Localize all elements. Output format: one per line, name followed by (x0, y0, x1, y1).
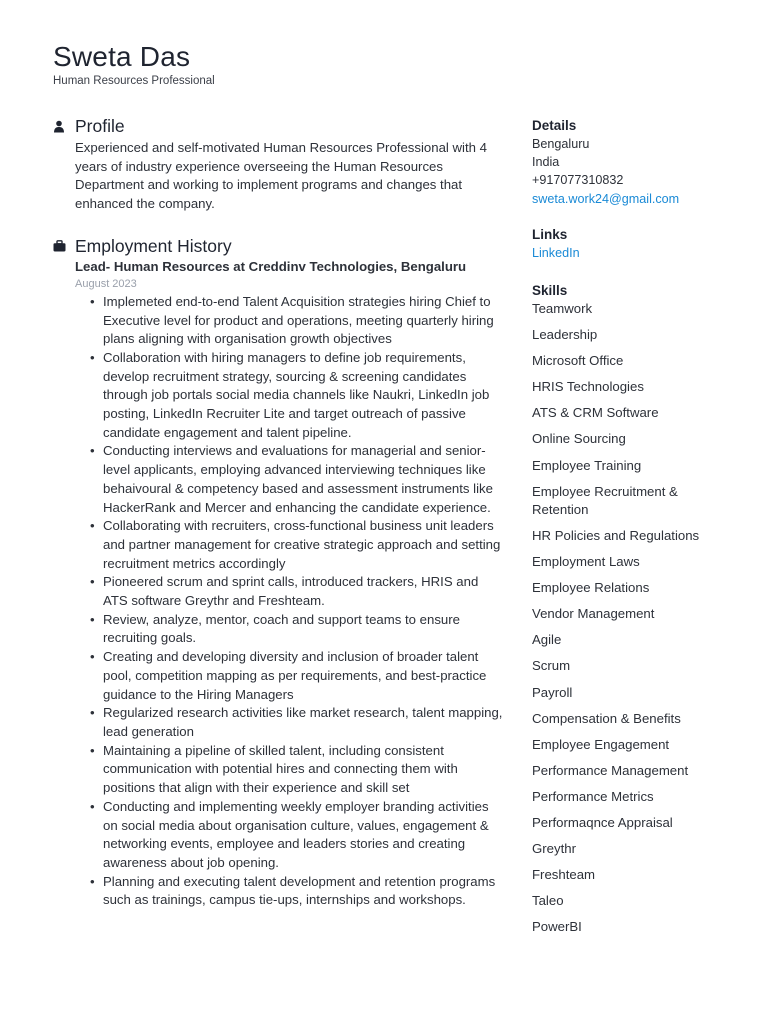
resume-header (53, 40, 215, 88)
skill-item: Employment Laws (532, 554, 640, 570)
details-phone: +917077310832 (532, 173, 624, 188)
skill-item: Performance Metrics (532, 788, 654, 804)
responsibility-item: • Collaborating with recruiters, cross-functional business unit leaders and partner management for creative strategic approach and setting recruitment metrics accordingly (103, 517, 503, 573)
responsibility-item: • Review, analyze, mentor, coach and support teams to ensure recruiting goals. (103, 611, 503, 648)
links-heading: Links (532, 226, 568, 242)
profile-section (53, 114, 503, 214)
skill-item: Online Sourcing (532, 431, 626, 447)
responsibility-item: • Regularized research activities like market research, talent mapping, lead generation (103, 704, 503, 741)
skills-heading: Skills (532, 283, 568, 299)
job-responsibilities (53, 293, 503, 910)
linkedin-link[interactable]: LinkedIn (532, 245, 580, 260)
main-column (53, 114, 503, 910)
details-city: Bengaluru (532, 137, 590, 151)
candidate-subtitle: Human Resources Professional (53, 75, 215, 87)
skill-item: Performaqnce Appraisal (532, 815, 673, 830)
sidebar (532, 117, 732, 944)
details-section (532, 117, 732, 208)
skill-item: PowerBI (532, 919, 582, 935)
skill-item: Payroll (532, 684, 573, 700)
skill-item: Scrum (532, 658, 571, 674)
skill-item: Employee Engagement (532, 736, 670, 752)
job-date: August 2023 (75, 277, 137, 290)
skill-item: Compensation & Benefits (532, 710, 681, 726)
briefcase-icon (53, 240, 75, 252)
profile-summary: Experienced and self-motivated Human Resources Professional with 4 years of industry experience overseeing the Human Resources Department and working to implement programs and changes that enhanced the company. (75, 140, 487, 212)
responsibility-item: • Creating and developing diversity and inclusion of broader talent pool, competition mapping as per requirements, and best-practice guidance to the Hiring Managers (103, 648, 503, 704)
responsibility-item: • Pioneered scrum and sprint calls, introduced trackers, HRIS and ATS software Greythr and Freshteam. (103, 573, 503, 610)
skill-item: Microsoft Office (532, 353, 624, 369)
skill-item: Leadership (532, 327, 598, 343)
skill-item: Taleo (532, 893, 564, 909)
skill-item: Greythr (532, 841, 576, 857)
skill-item: Employee Recruitment & Retention (532, 483, 678, 517)
skill-item: Employee Relations (532, 580, 650, 596)
responsibility-item: • Planning and executing talent development and retention programs such as trainings, campus tie-ups, internships and workshops. (103, 873, 503, 910)
person-icon (53, 120, 75, 133)
email-link[interactable]: sweta.work24@gmail.com (532, 191, 680, 206)
responsibility-item: • Collaboration with hiring managers to define job requirements, develop recruitment strategy, sourcing & screening candidates through job portals social media channels like Naukri, LinkedIn job posting, LinkedIn Recruiter Lite and target outreach of passive candidate engagement and talent pipeline. (103, 349, 503, 443)
responsibility-item: • Conducting interviews and evaluations for managerial and senior-level applicants, employing advanced interviewing techniques like behaivoural & competency based and assessment instruments like HackerRank and Mercer and enhancing the candidate experience. (103, 442, 503, 517)
profile-heading-row (53, 114, 503, 138)
skill-item: HRIS Technologies (532, 379, 644, 395)
responsibility-item: • Implemeted end-to-end Talent Acquisition strategies hiring Chief to Executive level for product and operations, meeting quarterly hiring plans aligning with organisation growth objectives (103, 293, 503, 349)
candidate-name: Sweta Das (53, 41, 191, 72)
employment-heading: Employment History (75, 235, 232, 256)
responsibility-item: • Conducting and implementing weekly employer branding activities on social media about organisation culture, values, engagement & networking events, employee and leaders stories and creating awareness about job opening. (103, 798, 503, 873)
employment-section (53, 234, 503, 910)
profile-heading: Profile (75, 116, 125, 136)
skill-item: Agile (532, 632, 562, 648)
responsibility-item: • Maintaining a pipeline of skilled talent, including consistent communication with potential hires and connecting them with positions that align with their experience and skill set (103, 742, 503, 798)
links-section (532, 226, 732, 262)
details-heading: Details (532, 118, 577, 133)
skills-section (532, 282, 732, 937)
skill-item: Vendor Management (532, 606, 655, 622)
skill-item: HR Policies and Regulations (532, 527, 700, 543)
employment-heading-row (53, 234, 503, 258)
skill-item: Employee Training (532, 457, 642, 473)
skill-item: Freshteam (532, 867, 596, 883)
skill-item: Performance Management (532, 762, 689, 778)
details-country: India (532, 155, 560, 170)
skill-item: ATS & CRM Software (532, 405, 659, 421)
job-title: Lead- Human Resources at Creddinv Technologies, Bengaluru (75, 258, 467, 274)
skill-item: Teamwork (532, 301, 593, 317)
